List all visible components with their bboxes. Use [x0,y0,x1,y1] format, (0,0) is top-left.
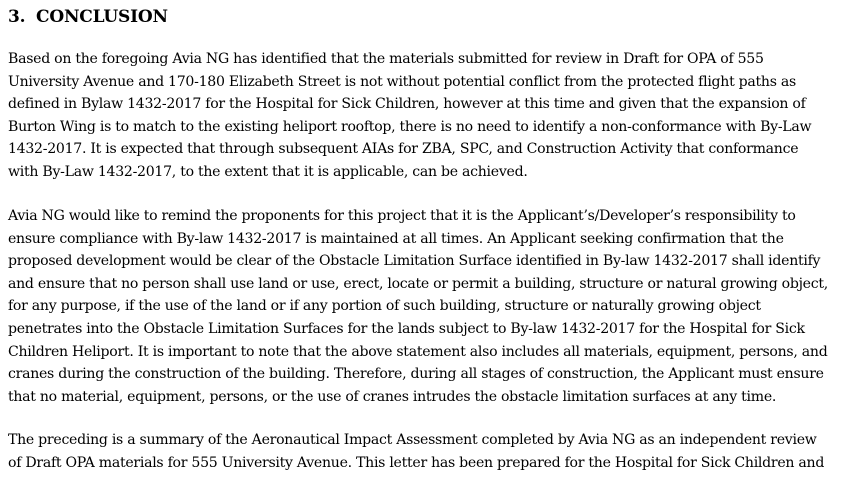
paragraph-line: cranes during the construction of the building. Therefore, during all stages of construction, the Applicant must ensure [8,366,824,383]
paragraph-line: and ensure that no person shall use land or use, erect, locate or permit a building, structure or natural growing object, [8,275,828,292]
reminder-paragraph [8,205,828,408]
paragraph-line: for any purpose, if the use of the land or if any portion of such building, structure or naturally growing object [8,298,761,315]
document-page [8,0,856,471]
paragraph-line: Children Heliport. It is important to note that the above statement also includes all materials, equipment, persons, and [8,343,828,360]
paragraph-line: Avia NG would like to remind the proponents for this project that it is the Applicant’s/Developer’s responsibility to [8,208,796,224]
paragraph-line: ensure compliance with By-law 1432-2017 is maintained at all times. An Applicant seeking confirmation that the [8,230,784,247]
section-number: 3. [8,7,26,27]
paragraph-line: 1432-2017. It is expected that through subsequent AIAs for ZBA, SPC, and Construction Activity that conformance [8,141,799,158]
conclusion-paragraph [8,48,811,184]
section-heading [8,6,856,28]
paragraph-line: The preceding is a summary of the Aeronautical Impact Assessment completed by Avia NG as an independent review [8,432,817,448]
section-title: CONCLUSION [36,7,168,27]
paragraph-line: University Avenue and 170-180 Elizabeth Street is not without potential conflict from the protected flight paths as [8,73,796,90]
paragraph-line: penetrates into the Obstacle Limitation Surfaces for the lands subject to By-law 1432-2017 for the Hospital for Sick [8,320,805,337]
paragraph-line: Based on the foregoing Avia NG has identified that the materials submitted for review in Draft for OPA of 555 [8,51,764,67]
paragraph-line: proposed development would be clear of the Obstacle Limitation Surface identified in By-law 1432-2017 shall identify [8,253,821,270]
paragraph-line: Burton Wing is to match to the existing heliport rooftop, there is no need to identify a non-conformance with By-Law [8,118,812,135]
paragraph-line: defined in Bylaw 1432-2017 for the Hospital for Sick Children, however at this time and given that the expansion of [8,96,806,113]
paragraph-line: with By-Law 1432-2017, to the extent that it is applicable, can be achieved. [8,163,528,180]
summary-paragraph [8,429,824,474]
paragraph-line: of Draft OPA materials for 555 University Avenue. This letter has been prepared for the Hospital for Sick Children and [8,454,825,471]
paragraph-line: that no material, equipment, persons, or the use of cranes intrudes the obstacle limitation surfaces at any time. [8,388,777,405]
